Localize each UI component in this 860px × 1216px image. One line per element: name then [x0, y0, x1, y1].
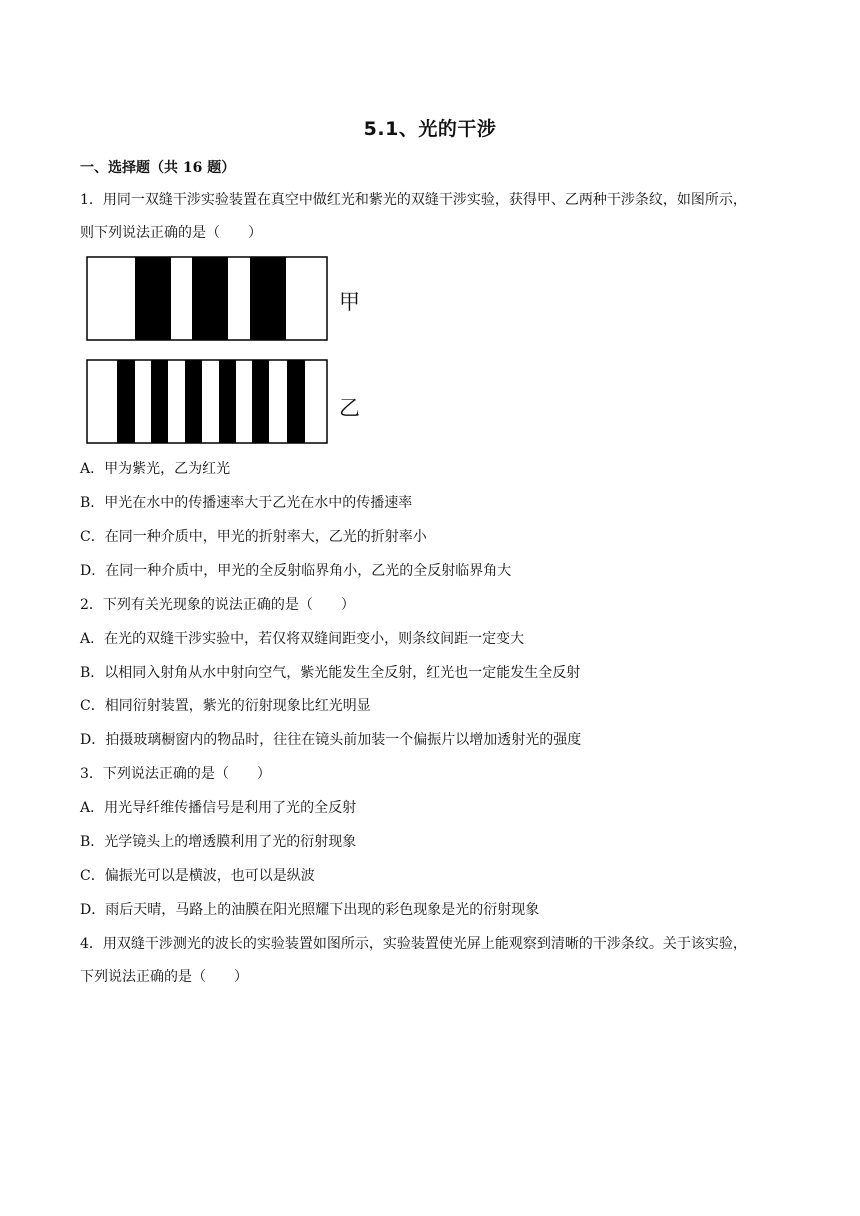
question-2-stem: 2．下列有关光现象的说法正确的是（ ） — [80, 597, 355, 613]
interference-fringe-figure — [86, 256, 376, 446]
question-4-stem-line-1: 4．用双缝干涉测光的波长的实验装置如图所示，实验装置使光屏上能观察到清晰的干涉条纹。关于该实验， — [80, 936, 747, 952]
fringe-pattern-yi — [87, 360, 327, 443]
question-3-option-b: B．光学镜头上的增透膜利用了光的衍射现象 — [80, 834, 357, 850]
question-2-option-c: C．相同衍射装置，紫光的衍射现象比红光明显 — [80, 698, 371, 714]
question-1-stem-line-2: 则下列说法正确的是（ ） — [80, 225, 262, 241]
section-heading: 一、选择题（共 16 题） — [80, 160, 236, 176]
question-3-option-a: A．用光导纤维传播信号是利用了光的全反射 — [80, 800, 357, 816]
question-2-option-a: A．在光的双缝干涉实验中，若仅将双缝间距变小，则条纹间距一定变大 — [80, 631, 525, 647]
question-4-stem-line-2: 下列说法正确的是（ ） — [80, 969, 248, 985]
page-title: 5.1、光的干涉 — [363, 118, 497, 140]
fringe-pattern-jia — [87, 257, 327, 340]
question-1-option-d: D．在同一种介质中，甲光的全反射临界角小，乙光的全反射临界角大 — [80, 563, 512, 579]
question-3-option-c: C．偏振光可以是横波，也可以是纵波 — [80, 868, 315, 884]
question-2-option-b: B．以相同入射角从水中射向空气，紫光能发生全反射，红光也一定能发生全反射 — [80, 665, 581, 681]
question-1-option-b: B．甲光在水中的传播速率大于乙光在水中的传播速率 — [80, 495, 413, 511]
question-3-stem: 3．下列说法正确的是（ ） — [80, 766, 271, 782]
question-2-option-d: D．拍摄玻璃橱窗内的物品时，往往在镜头前加装一个偏振片以增加透射光的强度 — [80, 732, 582, 748]
figure-label-jia: 甲 — [339, 290, 360, 314]
question-1-stem-line-1: 1．用同一双缝干涉实验装置在真空中做红光和紫光的双缝干涉实验，获得甲、乙两种干涉条纹，如图所示， — [80, 192, 747, 208]
question-3-option-d: D．雨后天晴，马路上的油膜在阳光照耀下出现的彩色现象是光的衍射现象 — [80, 902, 540, 918]
question-1-option-c: C．在同一种介质中，甲光的折射率大，乙光的折射率小 — [80, 529, 427, 545]
figure-label-yi: 乙 — [339, 396, 360, 420]
question-1-option-a: A．甲为紫光，乙为红光 — [80, 461, 231, 477]
